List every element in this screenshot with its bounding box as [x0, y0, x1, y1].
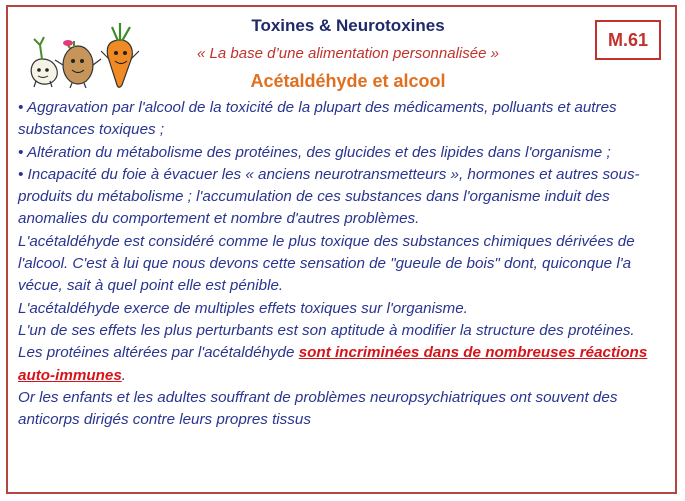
page-title: Toxines & Neurotoxines — [251, 16, 445, 35]
body-text — [18, 97, 670, 431]
paragraph-protein-structure: L'un de ses effets les plus perturbants est son aptitude à modifier la structure des protéines. — [18, 321, 635, 339]
module-code-badge: M.61 — [595, 20, 661, 60]
autoimmune-prefix: Les protéines altérées par l'acétaldéhyde — [18, 344, 299, 362]
bullet-item: • Aggravation par l'alcool de la toxicité de la plupart des médicaments, polluants et autres substances toxiques ; — [18, 99, 617, 139]
bullet-item: • Incapacité du foie à évacuer les « anciens neurotransmetteurs », hormones et autres sous-produits du métabolisme ; l'accumulation de ces substances dans l'organisme induit des anomalies du comportement et nombre d'autres problèmes. — [18, 165, 640, 228]
paragraph-acetaldehyde-toxicity: L'acétaldéhyde est considéré comme le plus toxique des substances chimiques dérivées de l'alcool. C'est à lui que nous devons cette sensation de "gueule de bois" dont, quiconque l'a vécue, sait à quel point elle est pénible. — [18, 232, 635, 295]
autoimmune-suffix: . — [121, 366, 127, 384]
section-heading: Acétaldéhyde et alcool — [250, 71, 446, 91]
autoimmune-emphasis: sont incriminées dans de nombreuses réactions auto-immunes — [18, 344, 648, 384]
paragraph-autoimmune — [18, 342, 670, 387]
content-card — [6, 5, 677, 494]
paragraph-multiple-effects: L'acétaldéhyde exerce de multiples effets toxiques sur l'organisme. — [18, 299, 468, 317]
page-subtitle: « La base d’une alimentation personnalisée » — [197, 45, 499, 62]
paragraph-antibodies: Or les enfants et les adultes souffrant de problèmes neuropsychiatriques ont souvent des anticorps dirigés contre leurs propres tissus — [18, 388, 618, 429]
vegetable-mascots-icon — [22, 15, 146, 89]
bullet-item: • Altération du métabolisme des protéines, des glucides et des lipides dans l'organisme ; — [18, 143, 611, 161]
